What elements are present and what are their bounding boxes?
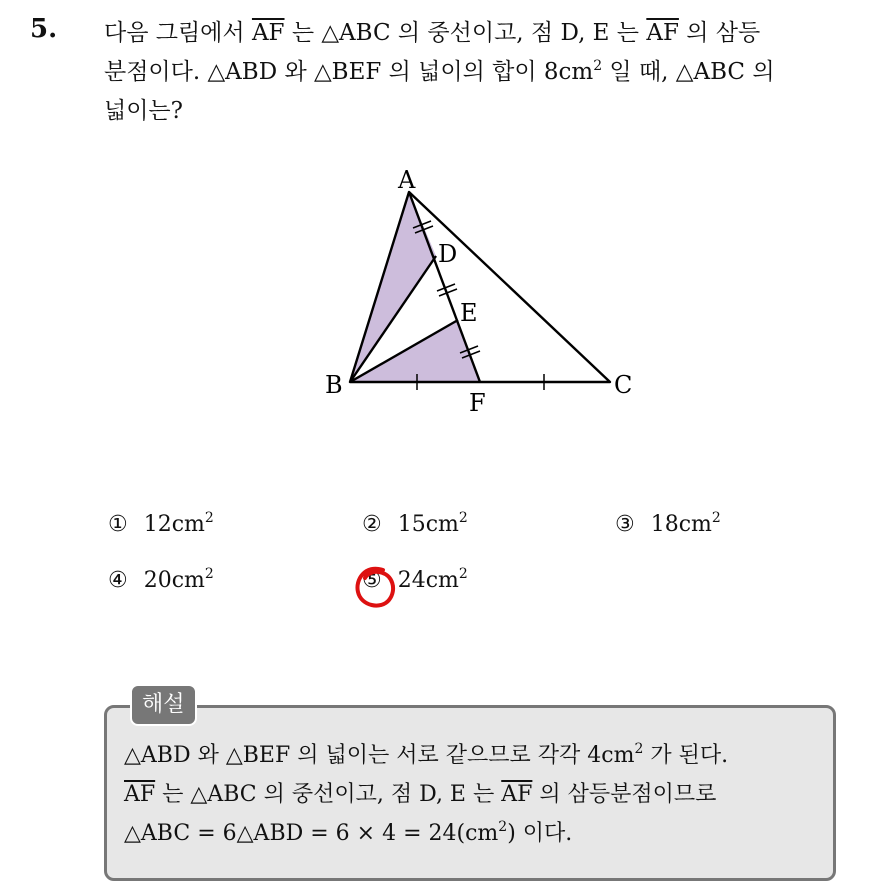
- superscript: 2: [498, 819, 508, 835]
- question-line-2: [104, 53, 864, 92]
- superscript: 2: [458, 510, 468, 526]
- choice-value: 12cm: [143, 512, 205, 537]
- superscript: 2: [204, 566, 214, 582]
- question-line-1: [104, 14, 864, 53]
- question-text-part: 의 삼등: [678, 20, 761, 46]
- solution-text-part: △ABC = 6△ABD = 6 × 4 = 24(cm: [124, 821, 499, 846]
- choice-mark: ①: [108, 512, 128, 537]
- choice-mark: ③: [615, 512, 635, 537]
- question-text-part: 분점이다. △ABD 와 △BEF 의 넓이의 합이 8cm: [104, 59, 594, 85]
- question-line-3: 넓이는?: [104, 98, 183, 124]
- label-a: A: [398, 166, 416, 194]
- solution-text-part: 는 △ABC 의 중선이고, 점 D, E 는: [155, 782, 502, 807]
- solution-label: 해설: [130, 684, 197, 726]
- choice-3[interactable]: [615, 512, 721, 537]
- label-f: F: [469, 389, 486, 417]
- label-c: C: [614, 371, 633, 399]
- solution-text-part: △ABD 와 △BEF 의 넓이는 서로 같으므로 각각 4cm: [124, 743, 635, 768]
- question-number: 5.: [30, 14, 58, 44]
- superscript: 2: [593, 58, 603, 74]
- label-b: B: [325, 371, 343, 399]
- choice-2[interactable]: [362, 512, 468, 537]
- choice-mark: ④: [108, 568, 128, 593]
- segment-af: $\overline{AF}$: [501, 782, 533, 807]
- solution-text: [124, 736, 824, 853]
- superscript: 2: [204, 510, 214, 526]
- question-text-part: 다음 그림에서: [104, 20, 252, 46]
- superscript: 2: [634, 741, 644, 757]
- segment-af: $\overline{AF}$: [251, 20, 285, 46]
- label-e: E: [460, 299, 478, 327]
- choice-1[interactable]: [108, 512, 214, 537]
- superscript: 2: [458, 566, 468, 582]
- solution-line-2: [124, 775, 824, 814]
- choice-mark: ⑤: [362, 568, 382, 593]
- answer-circle-icon: [353, 562, 399, 614]
- choice-mark: ②: [362, 512, 382, 537]
- question-text-part: 일 때, △ABC 의: [602, 59, 775, 85]
- solution-text-part: 가 된다.: [643, 743, 729, 768]
- solution-text-part: ) 이다.: [507, 821, 573, 846]
- choice-value: 18cm: [650, 512, 712, 537]
- question-text-part: 는 △ABC 의 중선이고, 점 D, E 는: [284, 20, 647, 46]
- label-d: D: [438, 240, 458, 268]
- solution-line-1: [124, 736, 824, 775]
- choice-value: 15cm: [397, 512, 459, 537]
- segment-af: $\overline{AF}$: [646, 20, 679, 46]
- solution-line-3: [124, 814, 824, 853]
- question-text: [104, 14, 864, 131]
- choice-value: 24cm: [397, 568, 459, 593]
- triangle-figure: [320, 160, 660, 430]
- superscript: 2: [711, 510, 721, 526]
- solution-text-part: 의 삼등분점이므로: [532, 782, 717, 807]
- choice-4[interactable]: [108, 568, 214, 593]
- segment-af: $\overline{AF}$: [124, 782, 156, 807]
- choice-value: 20cm: [143, 568, 205, 593]
